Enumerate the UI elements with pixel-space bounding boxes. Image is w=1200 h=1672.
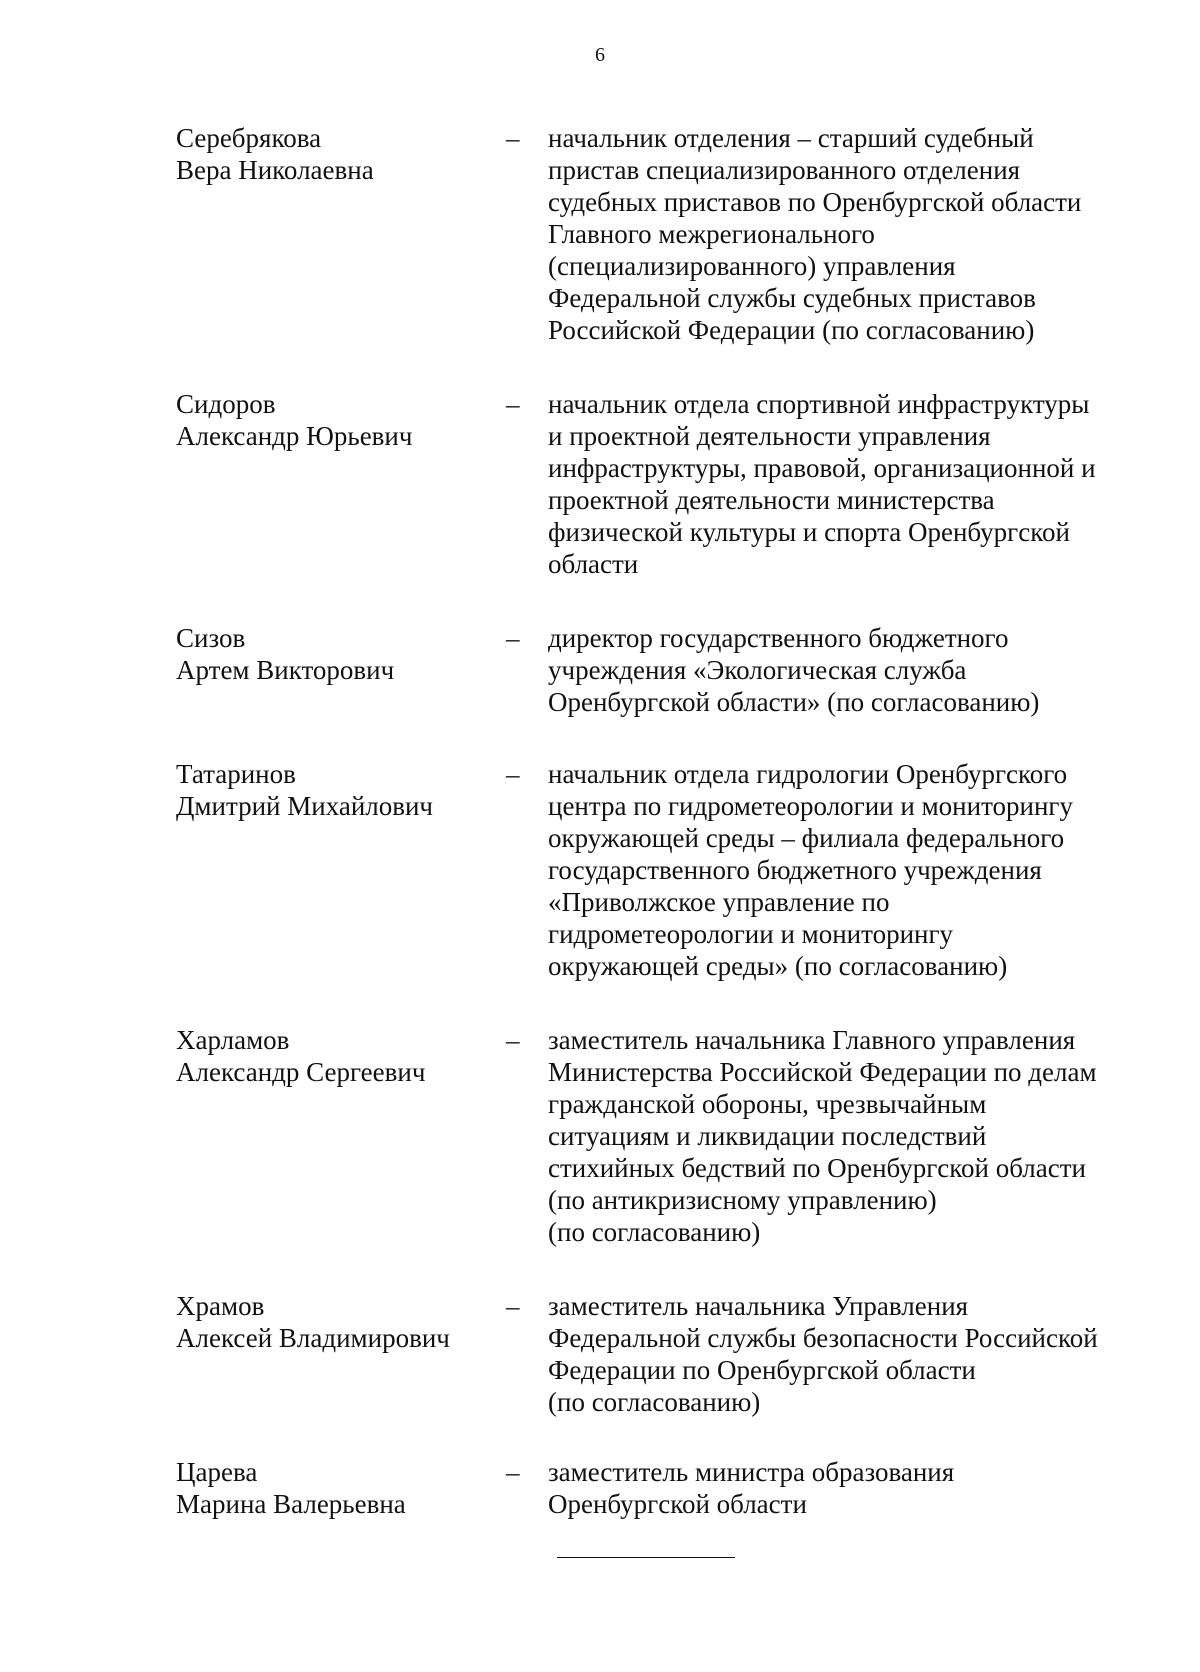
member-name: Храмов Алексей Владимирович [176,1291,450,1353]
member-position: заместитель начальника Управления Федеральной службы безопасности Российской Федерации по Оренбургской области (по согласованию) [548,1291,1098,1417]
member-entry [176,1456,1116,1520]
member-position: начальник отделения – старший судебный пристав специализированного отделения судебных приставов по Оренбургской области Главного межрегионального (специализированного) управления Федеральной службы судебных приставов Российской Федерации (по согласованию) [548,123,1082,345]
member-name: Сизов Артем Викторович [176,623,395,685]
member-position: директор государственного бюджетного учреждения «Экологическая служба Оренбургской области» (по согласованию) [548,623,1040,717]
end-rule [557,1557,735,1558]
separator-dash: – [506,123,520,153]
separator-dash: – [506,1025,520,1055]
separator-dash: – [506,759,520,789]
page-number: 6 [595,44,605,66]
member-position: заместитель министра образования Оренбургской области [548,1457,955,1519]
member-name: Сидоров Александр Юрьевич [176,389,413,451]
member-entry [176,122,1116,346]
separator-dash: – [506,389,520,419]
member-position: начальник отдела спортивной инфраструктуры и проектной деятельности управления инфраструктуры, правовой, организационной и проектной деятельности министерства физической культуры и спорта Оренбургской области [548,389,1096,579]
member-entry [176,622,1116,718]
member-name: Татаринов Дмитрий Михайлович [176,759,434,821]
member-position: начальник отдела гидрологии Оренбургского центра по гидрометеорологии и мониторингу окружающей среды – филиала федерального государственного бюджетного учреждения «Приволжское управление по гидрометеорологии и мониторингу окружающей среды» (по согласованию) [548,759,1073,981]
separator-dash: – [506,1457,520,1487]
member-entry [176,388,1116,580]
separator-dash: – [506,1291,520,1321]
member-entry [176,758,1116,982]
member-position: заместитель начальника Главного управления Министерства Российской Федерации по делам гражданской обороны, чрезвычайным ситуациям и ликвидации последствий стихийных бедствий по Оренбургской области (по антикризисному управлению) (по согласованию) [548,1025,1097,1247]
member-name: Харламов Александр Сергеевич [176,1025,426,1087]
separator-dash: – [506,623,520,653]
member-list [176,122,1116,1520]
member-name: Серебрякова Вера Николаевна [176,123,374,185]
member-name: Царева Марина Валерьевна [176,1457,406,1519]
member-entry [176,1290,1116,1418]
member-entry [176,1024,1116,1248]
